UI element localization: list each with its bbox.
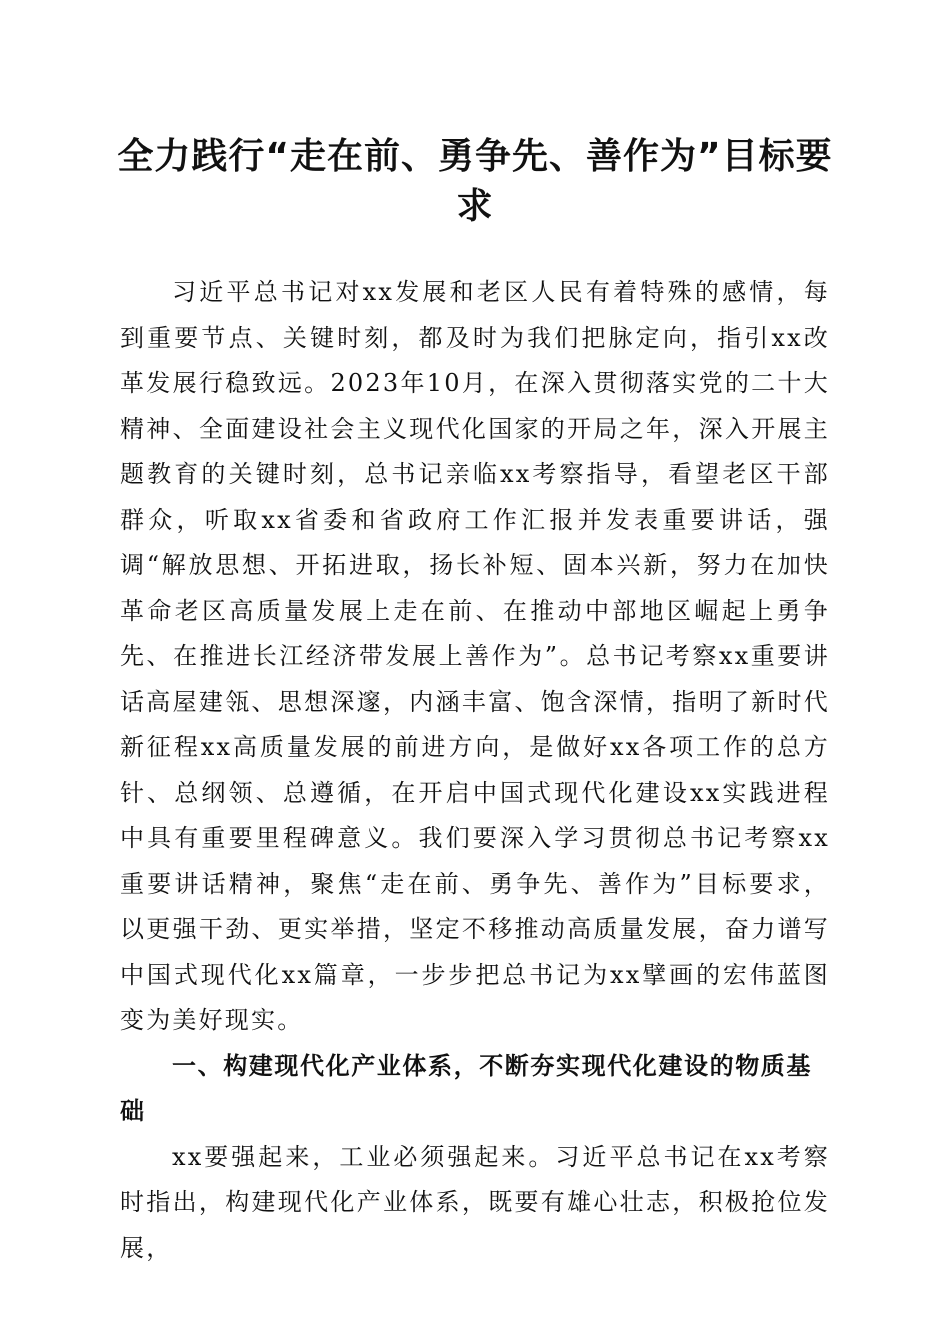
title-line-2: 求: [456, 186, 494, 227]
paragraph-section-1: xx要强起来，工业必须强起来。习近平总书记在xx考察时指出，构建现代化产业体系，既要有雄心壮志，积极抢位发展，: [120, 1142, 830, 1262]
section-heading-1: 一、构建现代化产业体系，不断夯实现代化建设的物质基础: [120, 1051, 812, 1125]
title-line-1: 全力践行“走在前、勇争先、善作为”目标要: [117, 136, 833, 177]
document-title: [110, 132, 840, 232]
document-body: [120, 270, 830, 1271]
paragraph-intro: 习近平总书记对xx发展和老区人民有着特殊的感情，每到重要节点、关键时刻，都及时为我们把脉定向，指引xx改革发展行稳致远。2023年10月，在深入贯彻落实党的二十大精神、全面建设社会主义现代化国家的开局之年，深入开展主题教育的关键时刻，总书记亲临xx考察指导，看望老区干部群众，听取xx省委和省政府工作汇报并发表重要讲话，强调“解放思想、开拓进取，扬长补短、固本兴新，努力在加快革命老区高质量发展上走在前、在推动中部地区崛起上勇争先、在推进长江经济带发展上善作为”。总书记考察xx重要讲话高屋建瓴、思想深邃，内涵丰富、饱含深情，指明了新时代新征程xx高质量发展的前进方向，是做好xx各项工作的总方针、总纲领、总遵循，在开启中国式现代化建设xx实践进程中具有重要里程碑意义。我们要深入学习贯彻总书记考察xx重要讲话精神，聚焦“走在前、勇争先、善作为”目标要求，以更强干劲、更实举措，坚定不移推动高质量发展，奋力谱写中国式现代化xx篇章，一步步把总书记为xx擘画的宏伟蓝图变为美好现实。: [120, 278, 830, 1034]
